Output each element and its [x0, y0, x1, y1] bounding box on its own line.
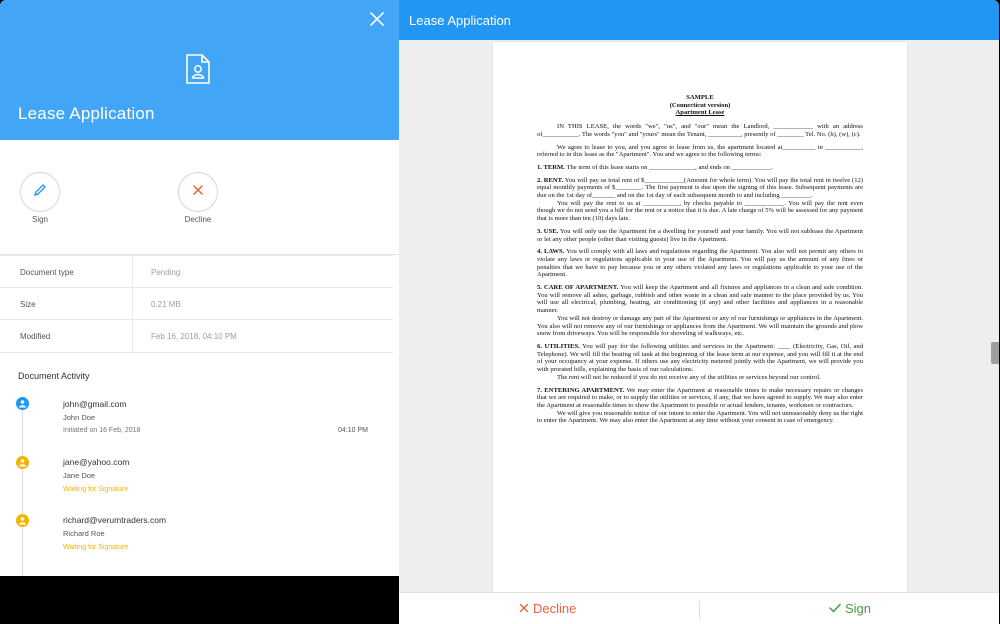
decline-action-button[interactable] — [178, 172, 218, 212]
document-text — [537, 94, 863, 430]
section-body: The term of this lease starts on ______________, and ends on ____________. — [566, 163, 773, 171]
doc-title: Apartment Lease — [675, 109, 725, 117]
section-heading: 4. LAWS. — [537, 248, 565, 256]
section-body: You will not destroy or damage any part of the Apartment or any of our furnishings or appliances in the Apartment. You also will not remove any of our furnishings or appliances from the Apartment. We will maintain the grounds and plow snow from driveways. You will be responsible for shoveling of walkways, etc. — [537, 314, 863, 338]
section-heading: 3. USE. — [537, 227, 559, 235]
doc-section — [537, 200, 863, 223]
property-row-size — [0, 287, 393, 320]
doc-section — [537, 284, 863, 315]
doc-section — [537, 374, 863, 382]
sign-button[interactable] — [829, 601, 871, 616]
doc-subheading: (Connecticut version) — [669, 101, 731, 109]
user-icon — [16, 514, 29, 527]
property-key: Document type — [20, 268, 74, 277]
document-viewer[interactable] — [399, 40, 999, 592]
decline-action-label: Decline — [184, 215, 212, 224]
section-heading: 6. UTILITIES. — [537, 342, 580, 350]
viewer-header — [399, 0, 999, 40]
activity-email: richard@verumtraders.com — [63, 515, 167, 525]
timeline-line — [22, 408, 23, 576]
viewer-title: Lease Application — [409, 13, 511, 28]
sign-action-label: Sign — [31, 215, 48, 224]
section-heading: 1. TERM. — [537, 163, 565, 171]
doc-section — [537, 315, 863, 338]
property-key: Modified — [20, 332, 51, 341]
section-body: You will comply with all laws and regulations regarding the Apartment. You also will not permit any others to violate any laws or regulations applicable to your use of the Apartment. You will pay us the amount of any fines or penalties that we have to pay because you or any others violated any laws or regulations applicable to your use of the Apartment. — [537, 248, 863, 279]
property-key: Size — [20, 300, 36, 309]
activity-name: John Doe — [63, 413, 96, 422]
document-viewer-panel — [399, 0, 999, 624]
pen-icon — [33, 183, 47, 202]
section-body: You will keep the Apartment and all fixtures and appliances in a clean and safe condition. You will remove all ashes, garbage, rubbish and other waste in a clean and safe manner to the place provided by us. You will use all electrical, plumbing, heating, air conditioning (if any) and other facilities and appliances in a reasonable manner. — [537, 284, 863, 315]
document-page — [493, 42, 907, 592]
activity-name: Richard Roe — [63, 529, 105, 538]
section-body: You will pay the rent to us at ___________, by checks payable to ____________. You will pay the rent even though we do not send you a bill for the rent or a notice that it is due. A late charge of 5% will be assessed for any payment that is more than ten (10) days late. — [537, 199, 863, 223]
doc-section — [537, 248, 863, 279]
activity-status: Waiting for Signature — [63, 544, 129, 551]
doc-heading: SAMPLE — [686, 94, 714, 101]
divider — [699, 601, 700, 619]
activity-email: john@gmail.com — [63, 399, 127, 409]
section-body: You will only use the Apartment for a dwelling for yourself and your family. You will not sublease the Apartment or let any other people (other than visiting guests) live in the Apartment. — [537, 227, 863, 243]
divider — [132, 320, 133, 352]
doc-section — [537, 387, 863, 410]
user-icon — [16, 397, 29, 410]
activity-email: jane@yahoo.com — [63, 457, 130, 467]
activity-name: Jane Doe — [63, 471, 96, 480]
user-icon — [16, 456, 29, 469]
property-row-document-type — [0, 255, 393, 288]
section-body: We will give you reasonable notice of our intent to enter the Apartment. You will not unreasonably deny us the right to enter the Apartment. We may also enter the Apartment at any time without your consent in case of emergency. — [537, 409, 864, 425]
section-heading: 5. CARE OF APARTMENT. — [537, 284, 619, 292]
doc-section — [537, 343, 863, 374]
divider — [132, 288, 133, 320]
property-row-modified — [0, 319, 393, 353]
sign-action-button[interactable] — [20, 172, 60, 212]
check-icon — [829, 601, 841, 616]
divider — [132, 256, 133, 288]
decline-button[interactable] — [519, 601, 576, 616]
section-heading: 7. ENTERING APARTMENT. — [537, 386, 625, 394]
doc-paragraph: We agree to lease to you, and you agree to lease from us, the apartment located at__________ in ___________, referred to in this lease as the "Apartment". You and we agree to the following terms: — [537, 143, 863, 159]
details-header — [0, 0, 399, 140]
section-body: You will pay for the following utilities and services in the Apartment: ____ (Electricity, Gas, Oil, and Telephone). We will fill the heating oil tank at the beginning of the lease term at our expense, and you will fill it at the end of your occupancy at your expense. If others use any electricity metered jointly with the Apartment, we will provide you with prorated bills, explaining the basis of our calculations. — [537, 342, 863, 374]
doc-section — [537, 177, 863, 200]
doc-section — [537, 164, 863, 172]
section-body: We may enter the Apartment at reasonable times to make necessary repairs or changes that we are required to make, or to supply the utilities or services, if any, that we have agreed to supply. We may also enter the Apartment at reasonable times to show the Apartment to possible or actual lenders, tenants, workmen or contractors. — [537, 386, 864, 409]
details-title: Lease Application — [18, 104, 155, 123]
section-body: You will pay us total rent of $____________(Amount for whole term). You will pay the total rent in twelve (12) equal monthly payments of $________. The first payment is due upon the signing of this lease. Subsequent payments are due on the 1st day of_______ and on the 1st day of each subsequent month to and including _________. — [537, 176, 863, 200]
doc-section — [537, 410, 863, 425]
activity-status: Initiated on 16 Feb, 2018 — [63, 427, 141, 434]
doc-paragraph: IN THIS LEASE, the words "we", "us", and "our" mean the Landlord, ____________ with an address of___________. The words "you" and "yours" mean the Tenant, __________, presently of ________ Tel. No. (h), (w), (c). — [537, 123, 863, 138]
sign-label: Sign — [845, 601, 872, 616]
action-footer — [399, 592, 999, 624]
property-value: Feb 16, 2018, 04:10 PM — [151, 332, 237, 341]
decline-label: Decline — [533, 601, 577, 616]
activity-status: Waiting for Signature — [63, 486, 129, 493]
document-details-panel — [0, 0, 399, 576]
property-value: Pending — [151, 268, 181, 277]
activity-time: 04:10 PM — [338, 427, 368, 434]
section-heading: 2. RENT. — [537, 176, 564, 184]
activity-title: Document Activity — [18, 371, 90, 381]
x-icon — [519, 601, 529, 616]
property-value: 0.21 MB — [151, 300, 181, 309]
x-icon — [192, 183, 204, 201]
doc-section — [537, 228, 863, 243]
close-icon[interactable] — [368, 10, 386, 28]
document-user-icon — [185, 54, 211, 84]
section-body: The rent will not be reduced if you do not receive any of the utilities or services beyond our control. — [557, 373, 821, 381]
resize-handle[interactable] — [991, 342, 999, 364]
